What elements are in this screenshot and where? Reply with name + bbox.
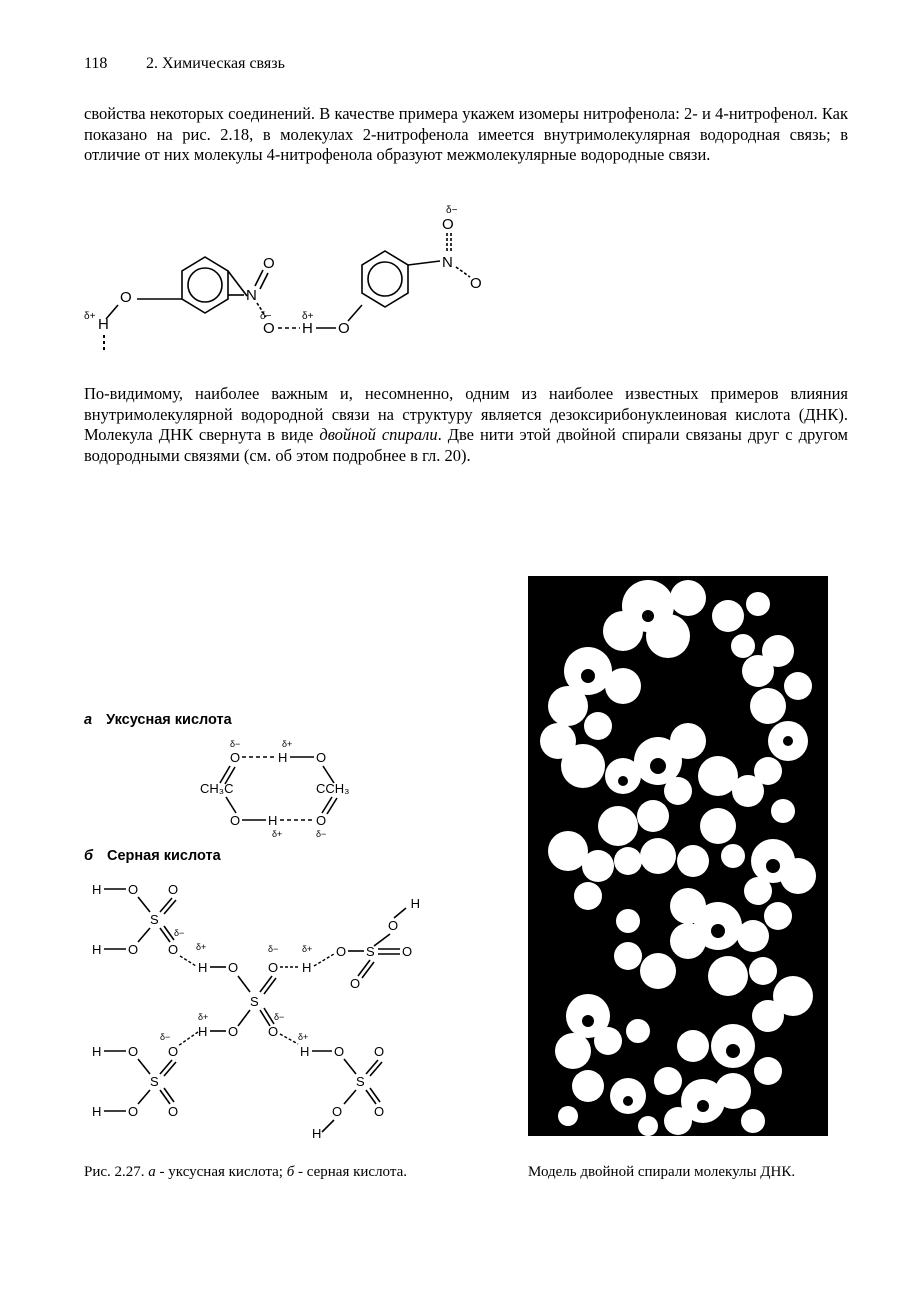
- atom-o: O: [338, 320, 350, 337]
- charge-delta-minus: δ−: [260, 311, 272, 322]
- paragraph-2-text-after: . Две нити этой двойной спирали связаны друг с другом водородными связями (см. об этом подробнее в гл. 20).: [84, 425, 848, 465]
- atom-h: H: [410, 896, 420, 911]
- atom-o: O: [263, 320, 275, 337]
- group-ch3c: CH₃C: [200, 781, 234, 796]
- atom-h: H: [278, 750, 288, 765]
- atom-o: O: [332, 1104, 343, 1119]
- caption-a-text: - уксусная кислота;: [155, 1164, 287, 1180]
- atom-h: H: [300, 1044, 310, 1059]
- atom-h: H: [312, 1126, 322, 1140]
- running-title: 2. Химическая связь: [146, 55, 285, 72]
- atom-o: O: [263, 255, 275, 272]
- atom-o: O: [128, 882, 139, 897]
- label-b-text: Серная кислота: [107, 848, 221, 864]
- charge-delta-minus: δ−: [230, 739, 241, 749]
- atom-h: H: [92, 942, 102, 957]
- atom-o: O: [168, 1104, 179, 1119]
- nitrophenol-hydrogen-bond-diagram: [80, 195, 500, 355]
- acetic-acid-dimer-diagram: [190, 735, 360, 840]
- atom-h: H: [92, 882, 102, 897]
- page-number: 118: [84, 55, 108, 72]
- charge-delta-plus: δ+: [298, 1032, 309, 1042]
- atom-o: O: [228, 960, 239, 975]
- atom-o: O: [388, 918, 399, 933]
- atom-o: O: [128, 1104, 139, 1119]
- charge-delta-minus: δ−: [268, 944, 279, 954]
- caption-b-text: - серная кислота.: [294, 1164, 407, 1180]
- charge-delta-plus: δ+: [302, 311, 314, 322]
- atom-s: S: [366, 944, 375, 959]
- charge-delta-plus: δ+: [282, 739, 293, 749]
- charge-delta-plus: δ+: [196, 942, 207, 952]
- charge-delta-plus: δ+: [84, 311, 96, 322]
- atom-n: N: [246, 287, 257, 304]
- atom-h: H: [268, 813, 278, 828]
- atom-o: O: [268, 960, 279, 975]
- charge-delta-minus: δ−: [174, 928, 185, 938]
- atom-o: O: [168, 1044, 179, 1059]
- charge-delta-minus: δ−: [316, 829, 327, 839]
- atom-o: O: [228, 1024, 239, 1039]
- caption-dna-model: Модель двойной спирали молекулы ДНК.: [528, 1164, 796, 1180]
- charge-delta-plus: δ+: [198, 1012, 209, 1022]
- atom-s: S: [150, 912, 159, 927]
- charge-delta-minus: δ−: [160, 1032, 171, 1042]
- charge-delta-plus: δ+: [272, 829, 283, 839]
- atom-h: H: [302, 960, 312, 975]
- charge-delta-minus: δ−: [446, 205, 458, 216]
- label-sulfuric-acid: [84, 848, 221, 864]
- dna-double-helix-model-image: [528, 576, 828, 1136]
- atom-h: H: [92, 1044, 102, 1059]
- atom-o: O: [128, 942, 139, 957]
- atom-o: O: [336, 944, 347, 959]
- caption-figure-number: Рис. 2.27.: [84, 1164, 145, 1180]
- charge-delta-plus: δ+: [302, 944, 313, 954]
- paragraph-2-emphasis: двойной спирали: [319, 425, 438, 444]
- atom-o: O: [230, 750, 241, 765]
- benzene-ring-left: [182, 257, 228, 313]
- atom-o: O: [402, 944, 413, 959]
- atom-o: O: [374, 1044, 385, 1059]
- atom-o: O: [120, 289, 132, 306]
- atom-o: O: [168, 942, 179, 957]
- atom-o: O: [470, 275, 482, 292]
- label-b-letter: б: [84, 848, 93, 864]
- atom-s: S: [150, 1074, 159, 1089]
- atom-h: H: [198, 1024, 208, 1039]
- charge-delta-minus: δ−: [274, 1012, 285, 1022]
- caption-acids: [84, 1163, 504, 1181]
- label-a-letter: а: [84, 712, 93, 728]
- benzene-ring-right: [362, 251, 408, 307]
- atom-o: O: [316, 750, 327, 765]
- atom-o: O: [442, 216, 454, 233]
- paragraph-1: свойства некоторых соединений. В качестве примера укажем изомеры нитрофенола: 2- и 4-нитрофенол. Как показано на рис. 2.18, в молекулах 2-нитрофенола имеется внутримолекулярная водородная связь; в отличие от них молекулы 4-нитрофенола образуют межмолекулярные водородные связи.: [84, 104, 848, 164]
- group-cch3: CCH₃: [316, 781, 350, 796]
- atom-o: O: [268, 1024, 279, 1039]
- atom-o: O: [128, 1044, 139, 1059]
- caption-a-letter: а: [148, 1164, 156, 1180]
- sulfuric-acid-network-diagram: [88, 870, 428, 1140]
- atom-o: O: [230, 813, 241, 828]
- atom-h: H: [302, 320, 313, 337]
- label-a-text: Уксусная кислота: [106, 712, 232, 728]
- atom-o: O: [334, 1044, 345, 1059]
- atom-h: H: [92, 1104, 102, 1119]
- paragraph-2-text-before: По-видимому, наиболее важным и, несомненно, одним из наиболее известных примеров влияния внутримолекулярной водородной связи на структуру является дезоксирибонуклеиновая кислота (ДНК). Молекула ДНК свернута в виде: [84, 384, 848, 444]
- atom-o: O: [316, 813, 327, 828]
- atom-o: O: [350, 976, 361, 991]
- atom-h: H: [198, 960, 208, 975]
- atom-h: H: [98, 316, 109, 333]
- label-acetic-acid: [84, 712, 232, 728]
- atom-n: N: [442, 254, 453, 271]
- paragraph-2: [84, 384, 848, 466]
- caption-b-letter: б: [286, 1164, 295, 1180]
- atom-s: S: [356, 1074, 365, 1089]
- atom-s: S: [250, 994, 259, 1009]
- atom-o: O: [374, 1104, 385, 1119]
- atom-o: O: [168, 882, 179, 897]
